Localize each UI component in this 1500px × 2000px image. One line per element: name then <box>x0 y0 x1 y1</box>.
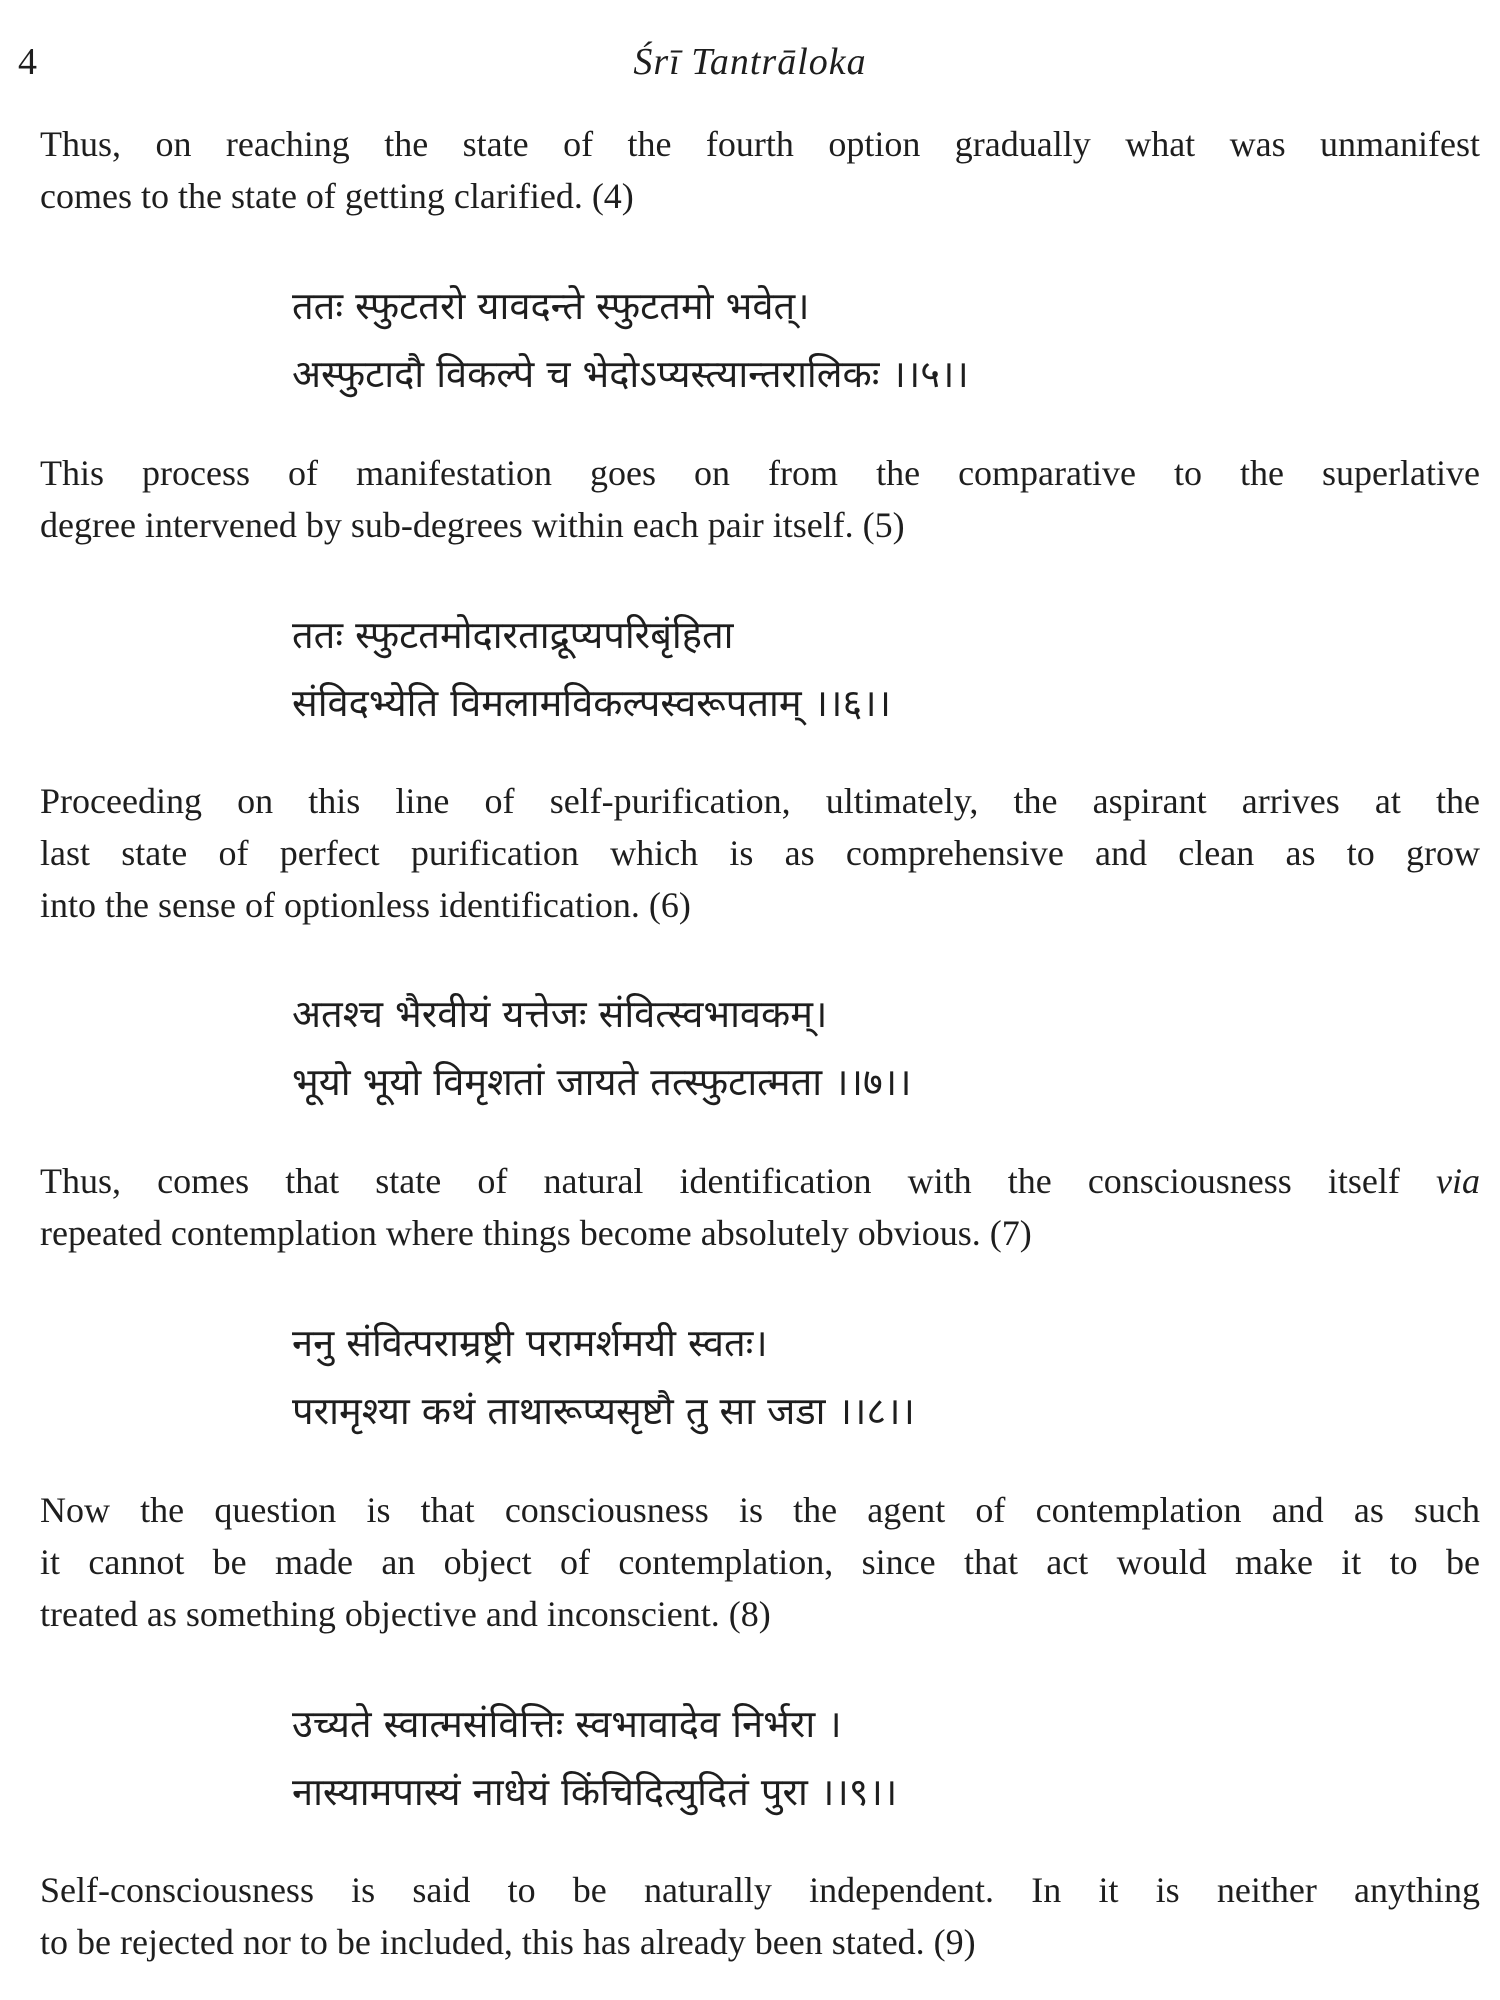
paragraph-line: Thus, on reaching the state of the fourth option gradually what was unmanifest <box>40 124 1480 164</box>
translation-paragraph <box>40 1155 1480 1259</box>
paragraph-line: comes to the state of getting clarified. (4) <box>40 176 634 216</box>
paragraph-line <box>40 1155 1480 1207</box>
running-title: Śrī Tantrāloka <box>633 41 867 83</box>
page-number: 4 <box>18 41 37 83</box>
verse-line: ननु संवित्पराम्रष्ट्री परामर्शमयी स्वतः। <box>292 1321 768 1365</box>
verse-line: नास्यामपास्यं नाधेयं किंचिदित्युदितं पुरा ।।९।। <box>292 1770 898 1814</box>
translation-paragraph <box>40 775 1480 931</box>
paragraph-line: to be rejected nor to be included, this has already been stated. (9) <box>40 1922 976 1962</box>
sanskrit-verse <box>292 980 1292 1116</box>
verse-line: ततः स्फुटतमोदारताद्रूप्यपरिबृंहिता <box>292 613 734 657</box>
paragraph-line: it cannot be made an object of contemplation, since that act would make it to be <box>40 1542 1480 1582</box>
verse-line: उच्यते स्वात्मसंवित्तिः स्वभावादेव निर्भरा । <box>292 1702 842 1746</box>
paragraph-line: degree intervened by sub-degrees within each pair itself. (5) <box>40 505 905 545</box>
sanskrit-verse <box>292 601 1292 737</box>
verse-line: संविदभ्येति विमलामविकल्पस्वरूपताम् ।।६।। <box>292 681 892 725</box>
verse-line: ततः स्फुटतरो यावदन्ते स्फुटतमो भवेत्। <box>292 284 810 328</box>
paragraph-line: repeated contemplation where things become absolutely obvious. (7) <box>40 1213 1032 1253</box>
paragraph-line: Proceeding on this line of self-purification, ultimately, the aspirant arrives at the <box>40 781 1480 821</box>
italic-word: via <box>1436 1161 1480 1201</box>
paragraph-line: into the sense of optionless identification. (6) <box>40 885 691 925</box>
sanskrit-verse <box>292 1690 1292 1826</box>
translation-paragraph <box>40 1484 1480 1640</box>
translation-paragraph <box>40 118 1480 222</box>
verse-line: अस्फुटादौ विकल्पे च भेदोऽप्यस्त्यान्तरालिकः ।।५।। <box>292 352 969 396</box>
paragraph-line: Self-consciousness is said to be naturally independent. In it is neither anything <box>40 1870 1480 1910</box>
verse-line: परामृश्या कथं ताथारूप्यसृष्टौ तु सा जडा ।।८।। <box>292 1389 915 1433</box>
paragraph-line-text: Thus, comes that state of natural identification with the consciousness itself <box>40 1161 1400 1201</box>
translation-paragraph <box>40 1864 1480 1968</box>
verse-line: अतश्च भैरवीयं यत्तेजः संवित्स्वभावकम्। <box>292 992 828 1036</box>
translation-paragraph <box>40 447 1480 551</box>
paragraph-line: treated as something objective and inconscient. (8) <box>40 1594 771 1634</box>
verse-line: भूयो भूयो विमृशतां जायते तत्स्फुटात्मता ।।७।। <box>292 1060 912 1104</box>
sanskrit-verse <box>292 272 1292 408</box>
paragraph-line: Now the question is that consciousness is the agent of contemplation and as such <box>40 1490 1480 1530</box>
sanskrit-verse <box>292 1309 1292 1445</box>
paragraph-line: This process of manifestation goes on from the comparative to the superlative <box>40 453 1480 493</box>
paragraph-line: last state of perfect purification which is as comprehensive and clean as to grow <box>40 833 1480 873</box>
